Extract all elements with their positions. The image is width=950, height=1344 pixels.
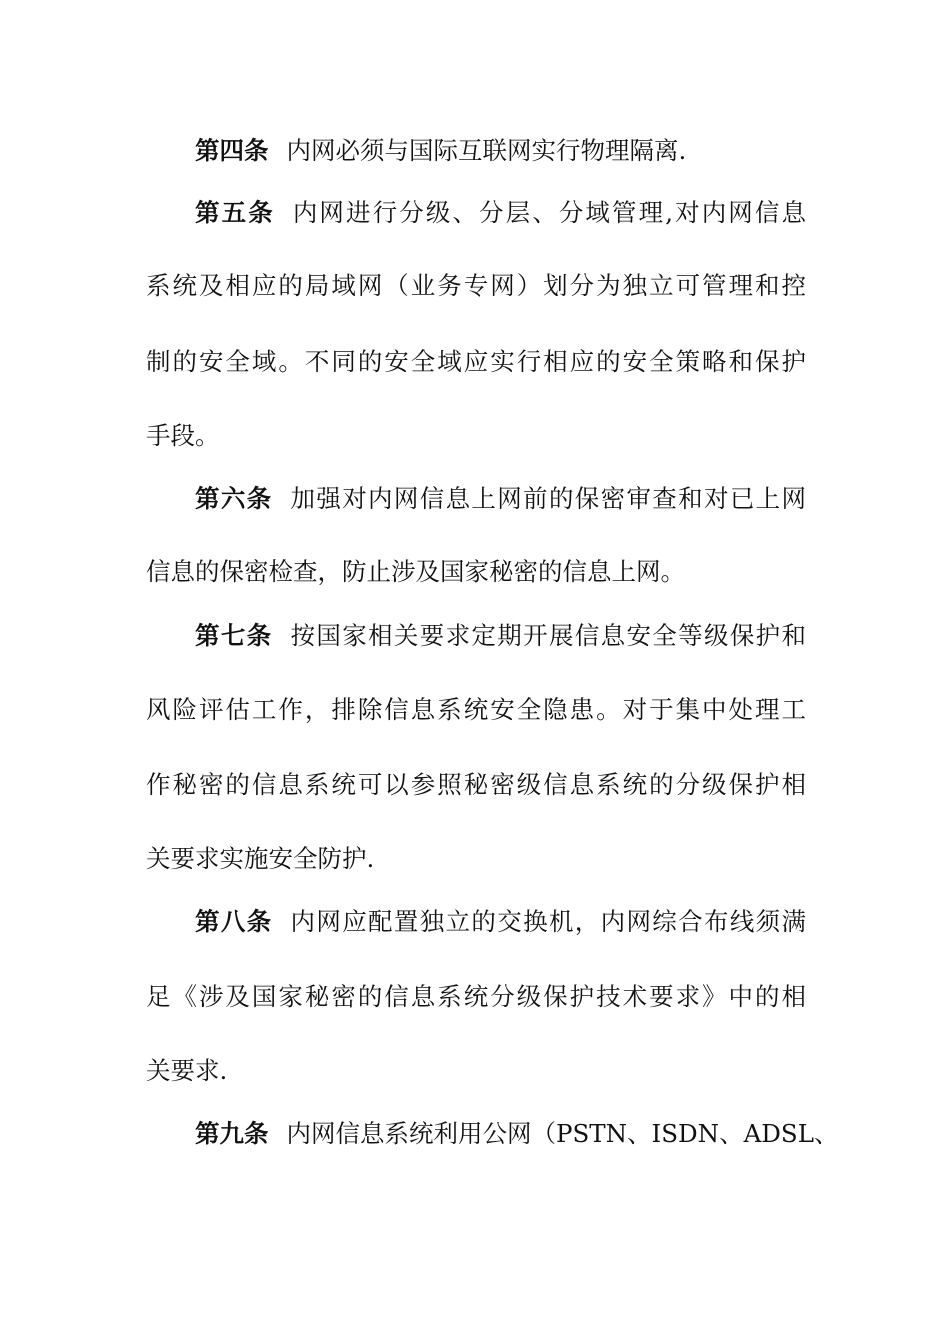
article-7-line-2: 风险评估工作，排除信息系统安全隐患。对于集中处理工 bbox=[146, 695, 806, 724]
article-4-heading: 第四条 bbox=[195, 136, 269, 165]
article-6-heading: 第六条 bbox=[195, 484, 273, 513]
article-9-line-1 bbox=[195, 1114, 839, 1154]
article-5-line-2: 系统及相应的局域网（业务专网）划分为独立可管理和控 bbox=[146, 271, 806, 300]
article-8-line-1 bbox=[195, 902, 806, 942]
article-6-text: 加强对内网信息上网前的保密审查和对已上网 bbox=[290, 484, 807, 513]
article-6-line-2: 信息的保密检查，防止涉及国家秘密的信息上网。 bbox=[146, 557, 685, 586]
article-5-heading: 第五条 bbox=[195, 198, 275, 227]
article-8-heading: 第八条 bbox=[195, 907, 273, 936]
article-8-text: 内网应配置独立的交换机，内网综合布线须满 bbox=[290, 907, 807, 936]
article-7-line-4: 关要求实施安全防护. bbox=[146, 844, 375, 873]
article-9-heading: 第九条 bbox=[195, 1119, 269, 1148]
article-5-line-3: 制的安全域。不同的安全域应实行相应的安全策略和保护 bbox=[146, 347, 806, 376]
article-4-line-1 bbox=[195, 131, 806, 171]
article-5-line-1 bbox=[195, 193, 806, 233]
article-6-line-1 bbox=[195, 479, 806, 519]
article-5-line-4: 手段。 bbox=[146, 421, 220, 450]
article-9-text: 内网信息系统利用公网（PSTN、ISDN、ADSL、 bbox=[286, 1119, 839, 1148]
article-7-heading: 第七条 bbox=[195, 621, 273, 650]
article-8-line-2: 足《涉及国家秘密的信息系统分级保护技术要求》中的相 bbox=[146, 982, 806, 1011]
article-5-text: 内网进行分级、分层、分域管理,对内网信息 bbox=[292, 198, 807, 227]
article-8-line-3: 关要求. bbox=[146, 1056, 228, 1085]
article-7-line-3: 作秘密的信息系统可以参照秘密级信息系统的分级保护相 bbox=[146, 770, 806, 799]
article-7-line-1 bbox=[195, 616, 806, 656]
article-7-text: 按国家相关要求定期开展信息安全等级保护和 bbox=[290, 621, 807, 650]
article-4-text: 内网必须与国际互联网实行物理隔离. bbox=[286, 136, 687, 165]
